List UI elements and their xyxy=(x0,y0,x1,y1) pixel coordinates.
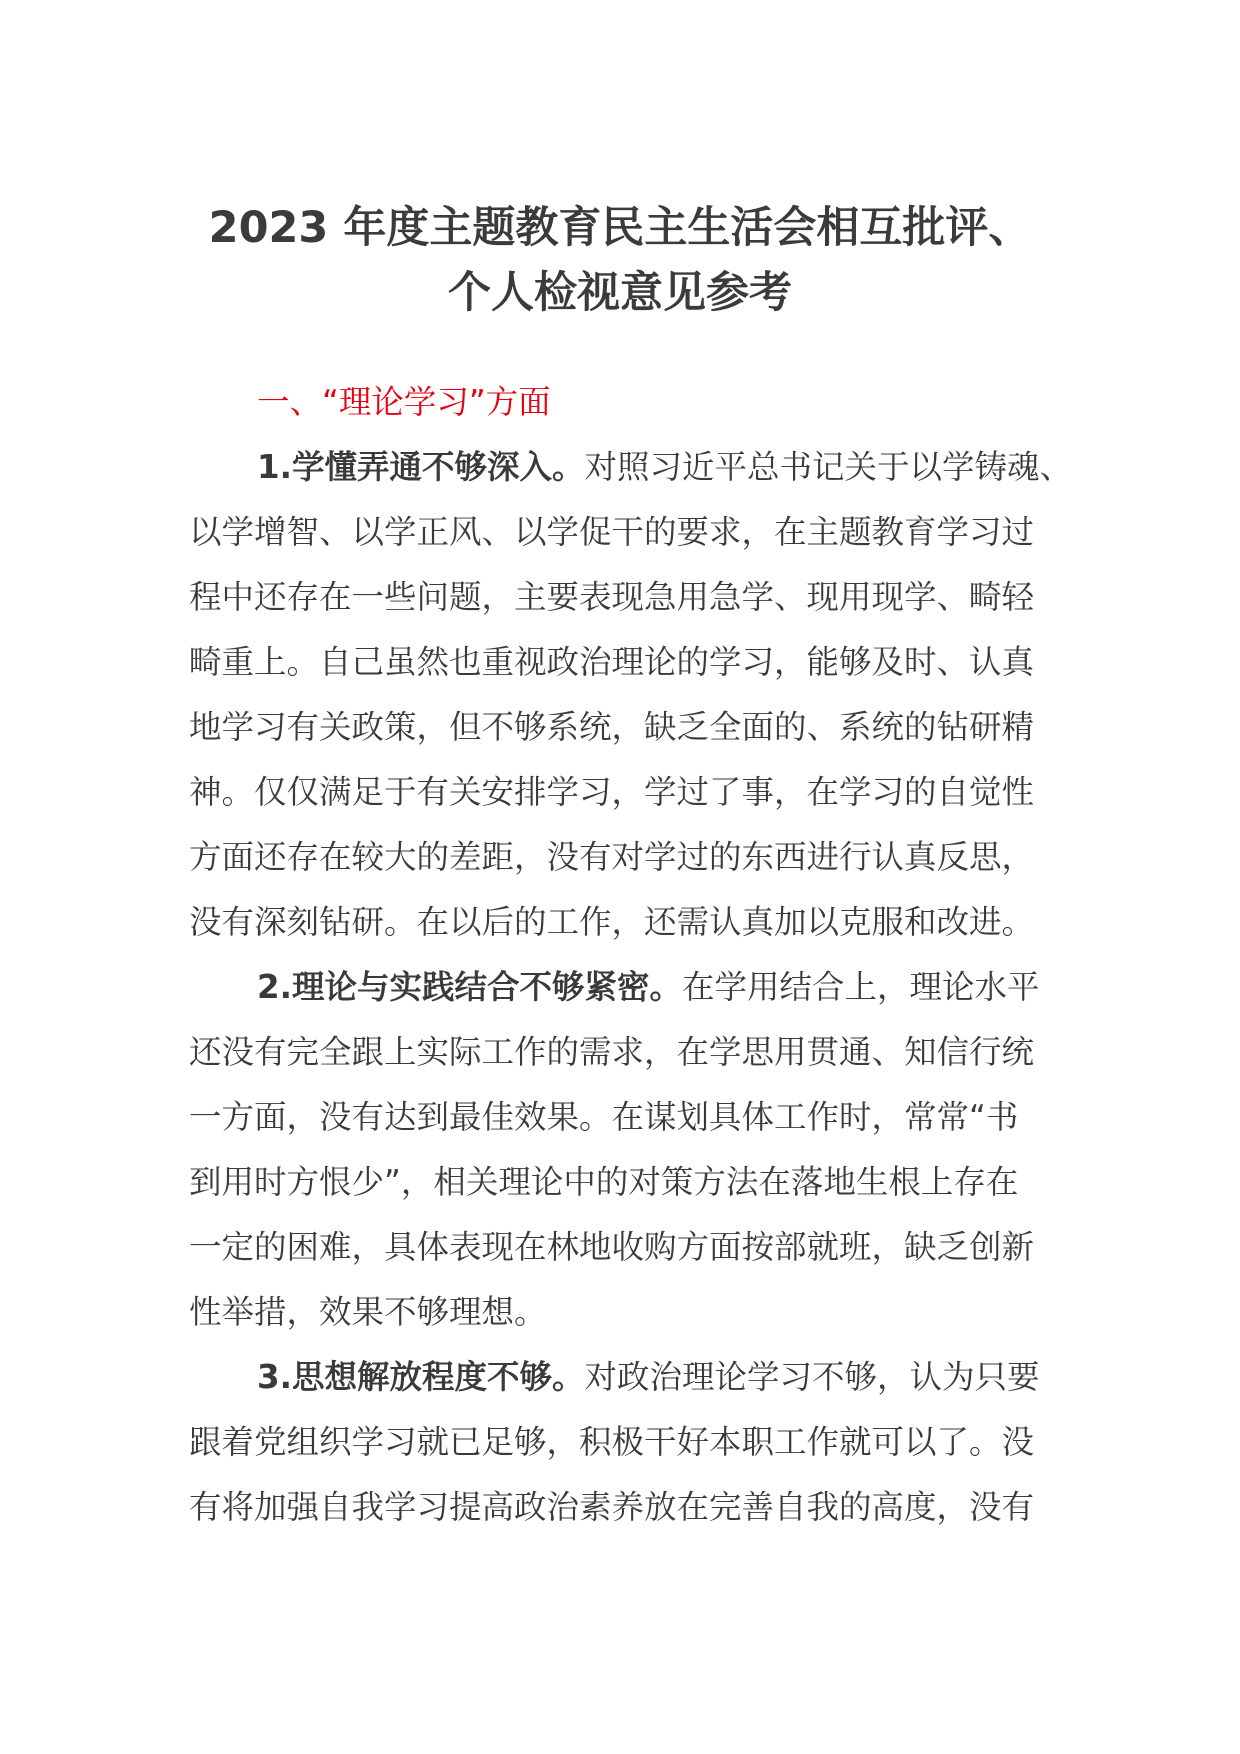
paragraph-text: 对照习近平总书记关于以学铸魂、 xyxy=(584,448,1072,486)
paragraph-line: 没有深刻钻研。在以后的工作，还需认真加以克服和改进。 xyxy=(189,903,1035,941)
paragraph-line: 性举措，效果不够理想。 xyxy=(189,1293,547,1331)
paragraph-text: 在学用结合上，理论水平 xyxy=(681,968,1040,1006)
paragraph-line: 地学习有关政策，但不够系统，缺乏全面的、系统的钻研精 xyxy=(189,708,1035,746)
paragraph-line xyxy=(189,1345,1059,1410)
section-heading: 一、“理论学习”方面 xyxy=(257,383,551,421)
paragraph-line: 方面还存在较大的差距，没有对学过的东西进行认真反思， xyxy=(189,838,1035,876)
paragraph-line: 有将加强自我学习提高政治素养放在完善自我的高度，没有 xyxy=(189,1488,1035,1526)
paragraph-line xyxy=(189,435,1072,500)
paragraph-lead: 1.学懂弄通不够深入。 xyxy=(257,448,585,486)
paragraph-text: 对政治理论学习不够，认为只要 xyxy=(584,1358,1040,1396)
paragraph-3 xyxy=(189,1345,1059,1540)
document-title xyxy=(160,196,1080,326)
paragraph-line: 神。仅仅满足于有关安排学习，学过了事，在学习的自觉性 xyxy=(189,773,1035,811)
paragraph-line: 一方面，没有达到最佳效果。在谋划具体工作时，常常“书 xyxy=(189,1098,1019,1136)
paragraph-line: 一定的困难，具体表现在林地收购方面按部就班，缺乏创新 xyxy=(189,1228,1035,1266)
paragraph-lead: 2.理论与实践结合不够紧密。 xyxy=(257,968,682,1006)
paragraph-lead: 3.思想解放程度不够。 xyxy=(257,1358,585,1396)
paragraph-line: 跟着党组织学习就已足够，积极干好本职工作就可以了。没 xyxy=(189,1423,1035,1461)
paragraph-line: 还没有完全跟上实际工作的需求，在学思用贯通、知信行统 xyxy=(189,1033,1035,1071)
paragraph-line xyxy=(189,955,1059,1020)
paragraph-line: 畸重上。自己虽然也重视政治理论的学习，能够及时、认真 xyxy=(189,643,1035,681)
paragraph-2 xyxy=(189,955,1059,1345)
paragraph-1 xyxy=(189,435,1072,955)
title-line-2: 个人检视意见参考 xyxy=(448,268,792,318)
title-line-1: 2023 年度主题教育民主生活会相互批评、 xyxy=(208,203,1032,253)
paragraph-line: 以学增智、以学正风、以学促干的要求，在主题教育学习过 xyxy=(189,513,1035,551)
paragraph-line: 到用时方恨少”，相关理论中的对策方法在落地生根上存在 xyxy=(189,1163,1019,1201)
paragraph-line: 程中还存在一些问题，主要表现急用急学、现用现学、畸轻 xyxy=(189,578,1035,616)
document-body xyxy=(189,370,1072,1540)
